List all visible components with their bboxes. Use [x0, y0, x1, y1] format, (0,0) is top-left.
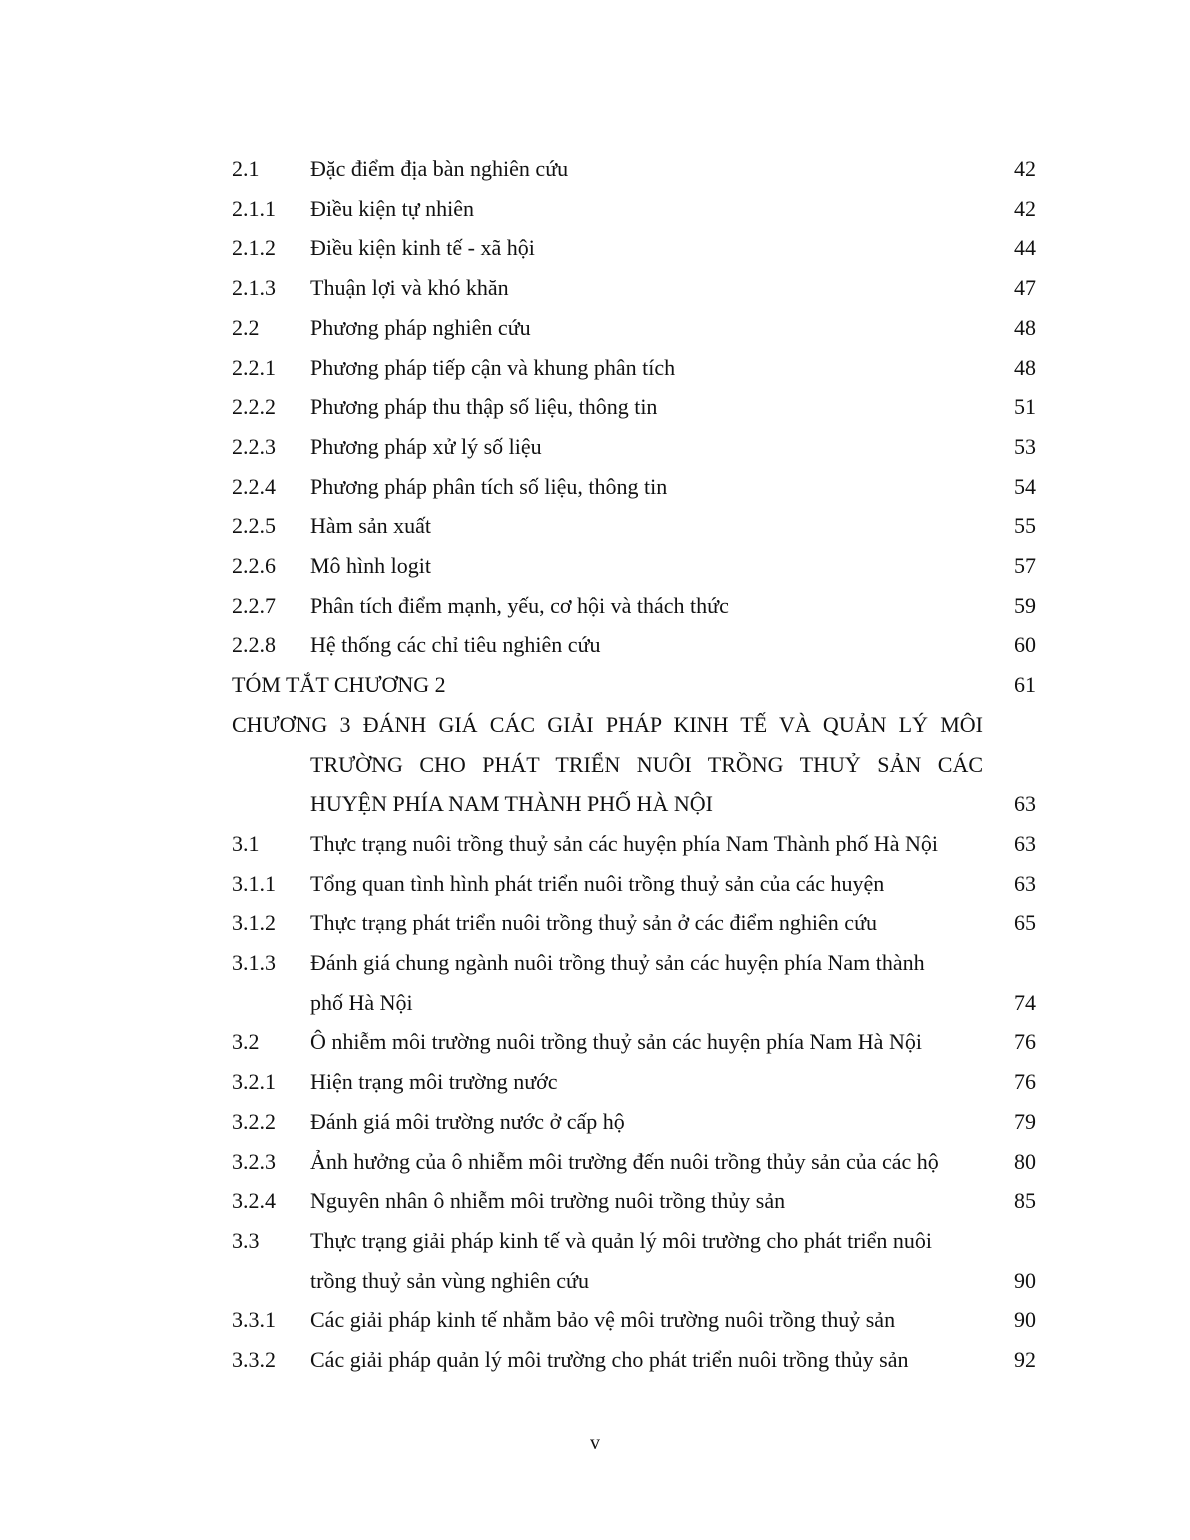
entry-page: 57 — [1014, 553, 1036, 579]
entry-page: 48 — [1014, 354, 1036, 380]
entry-number: 2.1.1 — [232, 195, 276, 221]
entry-number: 3.1.1 — [232, 870, 276, 896]
entry-page: 44 — [1014, 235, 1036, 261]
toc-entry-2-2-8 — [232, 625, 1036, 665]
entry-page: 90 — [1014, 1307, 1036, 1333]
entry-title: Thực trạng phát triển nuôi trồng thuỷ sản ở các điểm nghiên cứu — [310, 910, 877, 936]
entry-title: TÓM TẮT CHƯƠNG 2 — [232, 672, 446, 698]
page-number: v — [590, 1432, 600, 1454]
chapter-title-line-2: TRƯỜNG CHO PHÁT TRIỂN NUÔI TRỒNG THUỶ SẢN CÁC — [310, 751, 983, 777]
entry-title: Phương pháp nghiên cứu — [310, 314, 531, 340]
entry-number: 2.2.4 — [232, 473, 276, 499]
entry-title: Hệ thống các chỉ tiêu nghiên cứu — [310, 632, 601, 658]
entry-title-line-1: Thực trạng giải pháp kinh tế và quản lý môi trường cho phát triển nuôi — [310, 1227, 933, 1253]
toc-entry-2-2-6 — [232, 546, 1036, 586]
entry-page: 76 — [1014, 1069, 1036, 1095]
toc-entry-3-2-3 — [232, 1142, 1036, 1182]
entry-number: 3.3.1 — [232, 1307, 276, 1333]
entry-title: Phương pháp phân tích số liệu, thông tin — [310, 473, 668, 499]
toc-entry-3-1-1 — [232, 864, 1036, 904]
entry-title — [310, 1221, 980, 1300]
entry-page: 65 — [1014, 910, 1036, 936]
entry-page: 79 — [1014, 1108, 1036, 1134]
toc-entry-3-1-2 — [232, 903, 1036, 943]
entry-number: 3.3.2 — [232, 1347, 276, 1373]
entry-title: Thực trạng nuôi trồng thuỷ sản các huyện phía Nam Thành phố Hà Nội — [310, 830, 938, 856]
entry-number: 2.2.2 — [232, 394, 276, 420]
table-of-contents — [232, 149, 1036, 1380]
entry-page: 90 — [1014, 1267, 1036, 1293]
entry-title: Đánh giá môi trường nước ở cấp hộ — [310, 1108, 625, 1134]
entry-title: Nguyên nhân ô nhiễm môi trường nuôi trồng thủy sản — [310, 1188, 786, 1214]
entry-page: 63 — [1014, 791, 1036, 817]
entry-title: Điều kiện kinh tế - xã hội — [310, 235, 535, 261]
entry-page: 59 — [1014, 592, 1036, 618]
entry-page: 63 — [1014, 830, 1036, 856]
entry-number: 3.2.3 — [232, 1148, 276, 1174]
chapter-title-line-1: CHƯƠNG 3 ĐÁNH GIÁ CÁC GIẢI PHÁP KINH TẾ VÀ QUẢN LÝ MÔI — [232, 711, 983, 737]
entry-title: Ô nhiễm môi trường nuôi trồng thuỷ sản các huyện phía Nam Hà Nội — [310, 1029, 922, 1055]
toc-entry-2-1 — [232, 149, 1036, 189]
toc-entry-2-2 — [232, 308, 1036, 348]
entry-page: 42 — [1014, 156, 1036, 181]
entry-number: 3.2 — [232, 1029, 260, 1055]
entry-page: 74 — [1014, 989, 1036, 1015]
entry-number: 2.2.5 — [232, 513, 276, 539]
entry-title: Mô hình logit — [310, 553, 432, 579]
entry-title: Các giải pháp kinh tế nhằm bảo vệ môi trường nuôi trồng thuỷ sản — [310, 1307, 896, 1333]
entry-title: Điều kiện tự nhiên — [310, 195, 475, 221]
toc-entry-2-2-2 — [232, 387, 1036, 427]
toc-entry-3-3-2 — [232, 1340, 1036, 1380]
entry-number: 2.2.1 — [232, 354, 276, 380]
entry-page: 47 — [1014, 275, 1036, 301]
entry-title: Đặc điểm địa bàn nghiên cứu — [310, 156, 569, 181]
entry-number: 3.3 — [232, 1227, 260, 1253]
entry-page: 60 — [1014, 632, 1036, 658]
entry-number: 3.1.3 — [232, 950, 276, 976]
entry-title-line-1: Đánh giá chung ngành nuôi trồng thuỷ sản các huyện phía Nam thành — [310, 950, 925, 976]
entry-title-line-2: trồng thuỷ sản vùng nghiên cứu — [310, 1267, 589, 1293]
entry-number: 2.2 — [232, 314, 260, 340]
entry-page: 80 — [1014, 1148, 1036, 1174]
entry-number: 2.2.3 — [232, 433, 276, 459]
toc-entry-2-1-2 — [232, 228, 1036, 268]
entry-title: Hiện trạng môi trường nước — [310, 1069, 558, 1095]
entry-title: Phương pháp thu thập số liệu, thông tin — [310, 394, 658, 420]
toc-entry-3-2-1 — [232, 1062, 1036, 1102]
entry-page: 61 — [1014, 672, 1036, 698]
entry-page: 48 — [1014, 314, 1036, 340]
entry-title: Tổng quan tình hình phát triển nuôi trồng thuỷ sản của các huyện — [310, 870, 885, 896]
toc-entry-3-2-2 — [232, 1102, 1036, 1142]
entry-number: 2.1.3 — [232, 275, 276, 301]
toc-entry-2-1-3 — [232, 268, 1036, 308]
entry-number: 2.2.6 — [232, 553, 276, 579]
entry-number: 3.2.4 — [232, 1188, 276, 1214]
entry-number: 2.1 — [232, 156, 260, 181]
toc-entry-3-3 — [232, 1221, 1036, 1300]
entry-number: 3.2.1 — [232, 1069, 276, 1095]
chapter-title-line-3: HUYỆN PHÍA NAM THÀNH PHỐ HÀ NỘI — [310, 791, 713, 817]
entry-title: Phương pháp tiếp cận và khung phân tích — [310, 354, 676, 380]
toc-entry-3-2-4 — [232, 1181, 1036, 1221]
toc-entry-3-2 — [232, 1022, 1036, 1062]
entry-title — [310, 943, 980, 1022]
entry-number: 3.1 — [232, 830, 260, 856]
entry-number: 2.2.7 — [232, 592, 276, 618]
toc-entry-2-2-3 — [232, 427, 1036, 467]
entry-page: 76 — [1014, 1029, 1036, 1055]
toc-entry-chapter-3 — [232, 705, 1036, 824]
entry-page: 53 — [1014, 433, 1036, 459]
toc-entry-2-2-5 — [232, 506, 1036, 546]
toc-entry-chapter-2-summary — [232, 665, 1036, 705]
entry-title: Hàm sản xuất — [310, 513, 431, 539]
toc-entry-2-1-1 — [232, 189, 1036, 229]
toc-entry-2-2-7 — [232, 586, 1036, 626]
entry-title: Phương pháp xử lý số liệu — [310, 433, 542, 459]
toc-entry-3-3-1 — [232, 1300, 1036, 1340]
entry-page: 54 — [1014, 473, 1036, 499]
entry-title-line-2: phố Hà Nội — [310, 989, 413, 1015]
entry-page: 92 — [1014, 1347, 1036, 1373]
entry-number: 2.1.2 — [232, 235, 276, 261]
toc-entry-3-1-3 — [232, 943, 1036, 1022]
toc-entry-2-2-1 — [232, 348, 1036, 388]
toc-entry-3-1 — [232, 824, 1036, 864]
entry-title: Các giải pháp quản lý môi trường cho phát triển nuôi trồng thủy sản — [310, 1347, 909, 1373]
entry-page: 63 — [1014, 870, 1036, 896]
entry-page: 42 — [1014, 195, 1036, 221]
entry-number: 3.2.2 — [232, 1108, 276, 1134]
toc-entry-2-2-4 — [232, 467, 1036, 507]
entry-title: Thuận lợi và khó khăn — [310, 275, 509, 301]
entry-title: Phân tích điểm mạnh, yếu, cơ hội và thách thức — [310, 592, 729, 618]
entry-title: Ảnh hưởng của ô nhiễm môi trường đến nuôi trồng thủy sản của các hộ — [310, 1148, 939, 1174]
entry-page: 55 — [1014, 513, 1036, 539]
entry-page: 51 — [1014, 394, 1036, 420]
entry-number: 2.2.8 — [232, 632, 276, 658]
entry-page: 85 — [1014, 1188, 1036, 1214]
entry-number: 3.1.2 — [232, 910, 276, 936]
